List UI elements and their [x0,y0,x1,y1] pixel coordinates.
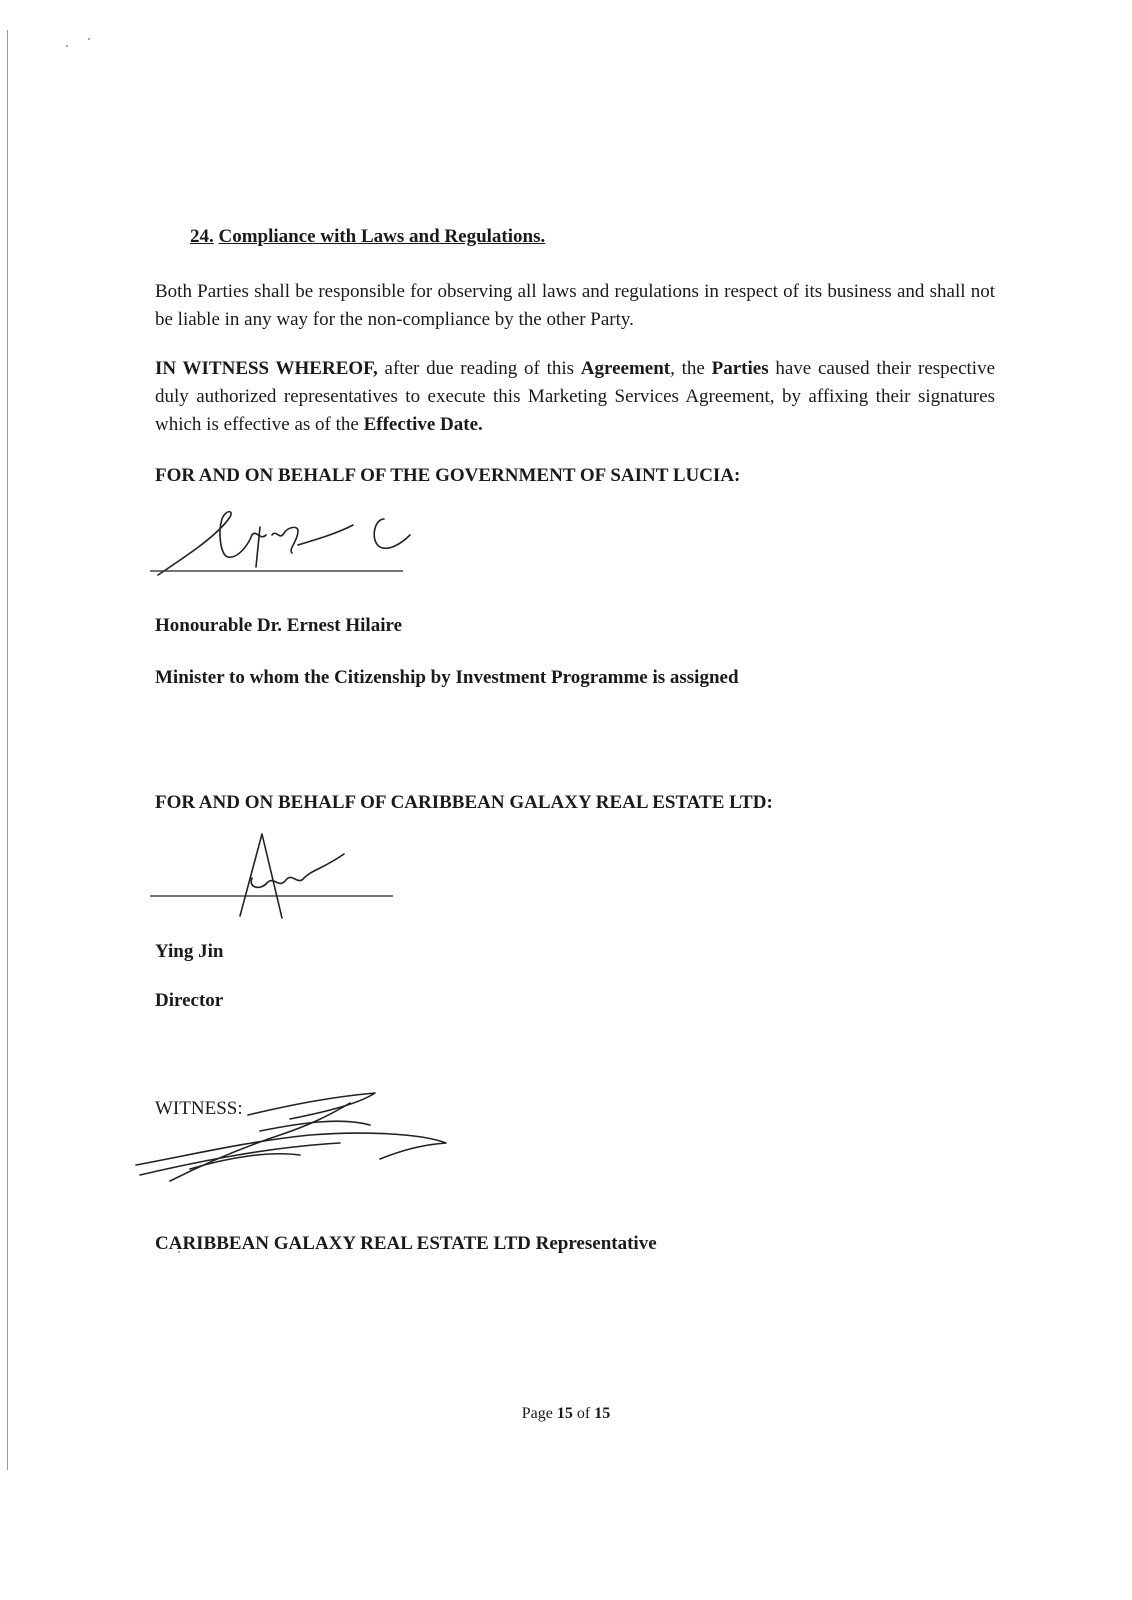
company-heading: FOR AND ON BEHALF OF CARIBBEAN GALAXY REAL ESTATE LTD: [155,792,773,813]
compliance-paragraph: Both Parties shall be responsible for observing all laws and regulations in respect of its business and shall not be liable in any way for the non-compliance by the other Party. [155,281,995,330]
agreement-term: Agreement [580,358,671,379]
witness-label: WITNESS: [155,1098,243,1119]
witness-text-2: , the [670,358,712,379]
government-heading: FOR AND ON BEHALF OF THE GOVERNMENT OF SAINT LUCIA: [155,465,741,486]
witness-whereof-lead: IN WITNESS WHEREOF, [155,358,378,379]
director-signature [148,828,408,928]
witness-whereof-paragraph [155,355,995,439]
minister-name: Honourable Dr. Ernest Hilaire [155,615,402,636]
page-current: 15 [556,1405,573,1422]
witness-representative-title: CARIBBEAN GALAXY REAL ESTATE LTD Representative [155,1233,657,1254]
scan-speck [88,38,90,40]
witness-text-3: have caused their respective duly authorized representatives to execute this Marketing Services Agreement, by affixing their signatures which is effective as of the [155,358,996,435]
parties-term: Parties [711,358,769,379]
section-number: 24. [190,226,214,247]
witness-text-1: after due reading of this [377,358,581,379]
effective-date-term: Effective Date. [363,414,483,435]
witness-signature [130,1085,460,1195]
minister-signature [148,505,418,585]
page-total: 15 [594,1405,611,1422]
scan-edge-line [7,30,8,1470]
of-word: of [576,1405,591,1422]
page-word: Page [521,1405,553,1422]
minister-title: Minister to whom the Citizenship by Investment Programme is assigned [155,667,739,688]
director-title: Director [155,990,224,1011]
director-name: Ying Jin [155,941,224,962]
section-heading [190,226,545,248]
scan-speck [66,45,68,47]
section-title: Compliance with Laws and Regulations. [218,226,546,247]
page-footer [0,1405,1132,1423]
